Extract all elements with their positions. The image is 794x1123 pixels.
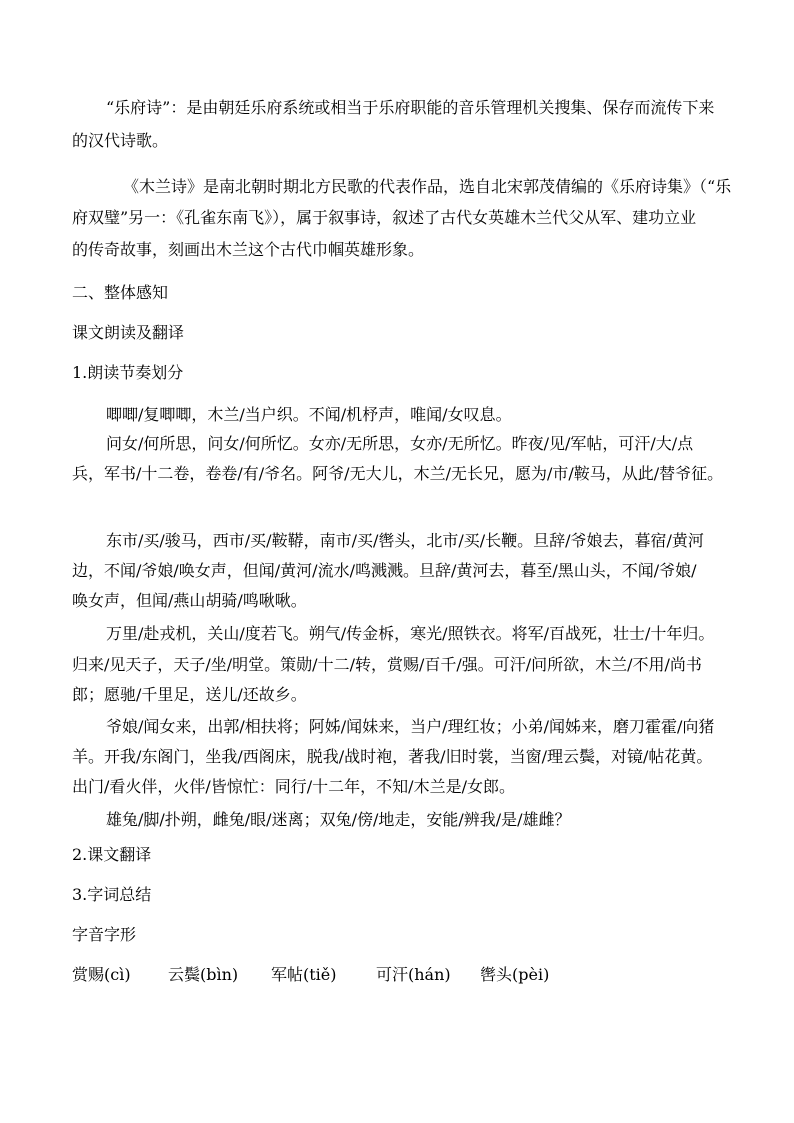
poem-p1-line-1: 唧唧/复唧唧，木兰/当户织。不闻/机杼声，唯闻/女叹息。 [106, 405, 512, 424]
section-heading-pronunciation: 字音字形 [72, 925, 137, 944]
poem-p2-line-1: 问女/何所思，问女/何所忆。女亦/无所思，女亦/无所忆。昨夜/见/军帖，可汗/大/点 [106, 434, 694, 453]
poem-p4-line-1: 万里/赴戎机，关山/度若飞。朔气/传金柝，寒光/照铁衣。将军/百战死，壮士/十年归。 [106, 624, 715, 643]
pronunciation-item: 军帖(tiě) [271, 965, 337, 984]
yuefu-definition-line-2: 的汉代诗歌。 [72, 131, 169, 150]
poem-p3-line-1: 东市/买/骏马，西市/买/鞍鞯，南市/买/辔头，北市/买/长鞭。旦辞/爷娘去，暮宿/黄河 [106, 531, 704, 550]
section-heading-translation: 2.课文翻译 [72, 845, 152, 864]
pronunciation-item: 赏赐(cì) [72, 965, 131, 984]
mulan-intro-line-3: 的传奇故事，刻画出木兰这个古代巾帼英雄形象。 [72, 240, 425, 259]
mulan-intro-line-1: 《木兰诗》是南北朝时期北方民歌的代表作品，选自北宋郭茂倩编的《乐府诗集》（“乐 [123, 177, 732, 196]
section-heading-reading-translation: 课文朗读及翻译 [72, 323, 185, 342]
poem-p5-line-1: 爷娘/闻女来，出郭/相扶将；阿姊/闻妹来，当户/理红妆；小弟/闻姊来，磨刀霍霍/向猪 [106, 717, 715, 736]
section-heading-summary: 3.字词总结 [72, 885, 152, 904]
pronunciation-item: 云鬓(bìn) [168, 965, 239, 984]
poem-p6-line-1: 雄兔/脚/扑朔，雌兔/眼/迷离；双兔/傍/地走，安能/辨我/是/雄雌？ [106, 810, 571, 829]
section-heading-overall: 二、整体感知 [72, 283, 169, 302]
mulan-intro-line-2: 府双璧”另一：《孔雀东南飞》），属于叙事诗，叙述了古代女英雄木兰代父从军、建功立业 [72, 208, 697, 227]
pronunciation-item: 可汗(hán) [376, 965, 451, 984]
poem-p5-line-3: 出门/看火伴，火伴/皆惊忙：同行/十二年，不知/木兰是/女郎。 [72, 777, 515, 796]
poem-p5-line-2: 羊。开我/东阁门，坐我/西阁床，脱我/战时袍，著我/旧时裳，当窗/理云鬓，对镜/帖花黄。 [72, 747, 713, 766]
poem-p4-line-2: 归来/见天子，天子/坐/明堂。策勋/十二/转，赏赐/百千/强。可汗/问所欲，木兰/不用/尚书 [72, 655, 702, 674]
poem-p2-line-2: 兵，军书/十二卷，卷卷/有/爷名。阿爷/无大儿，木兰/无长兄，愿为/市/鞍马，从此/替爷征。 [72, 464, 724, 483]
poem-p4-line-3: 郎；愿驰/千里足，送儿/还故乡。 [72, 685, 307, 704]
pronunciation-item: 辔头(pèi) [480, 965, 550, 984]
section-heading-rhythm: 1.朗读节奏划分 [72, 363, 184, 382]
yuefu-definition-line-1: “乐府诗”：是由朝廷乐府系统或相当于乐府职能的音乐管理机关搜集、保存而流传下来 [106, 98, 715, 117]
poem-p3-line-2: 边，不闻/爷娘/唤女声，但闻/黄河/流水/鸣溅溅。旦辞/黄河去，暮至/黑山头，不闻/爷娘/ [72, 561, 697, 580]
poem-p3-line-3: 唤女声，但闻/燕山胡骑/鸣啾啾。 [72, 591, 307, 610]
